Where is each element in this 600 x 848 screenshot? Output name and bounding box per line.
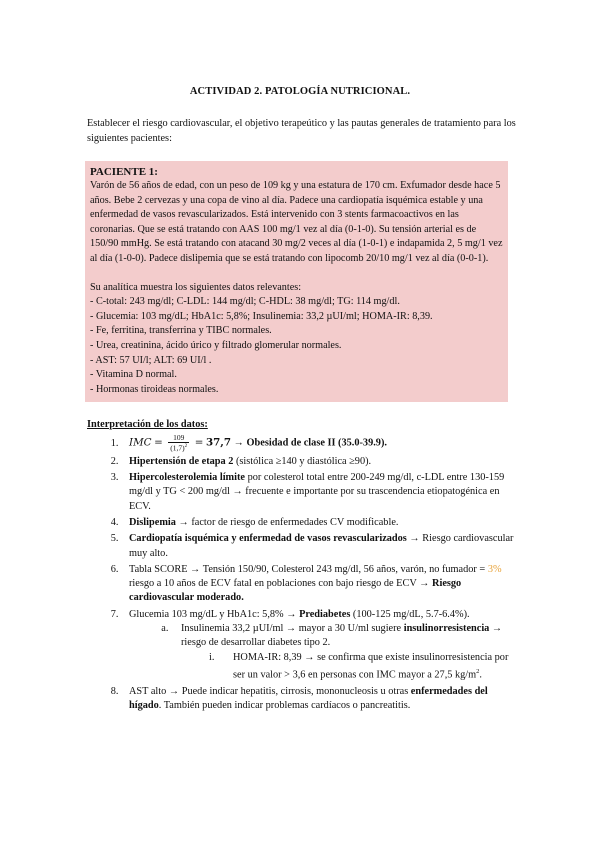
interpretation-section [87,418,517,715]
list-item-cardiopathy: 5. Cardiopatía isquémica y enfermedad de vasos revascularizados → Riesgo cardiovascular muy alto. [121,532,517,561]
list-item-insulinemia: a. Insulinemia 33,2 µUI/ml → mayor a 30 U/ml sugiere insulinorresistencia → riesgo de desarrollar diabetes tipo 2. i. HOMA-IR: 8,39 → se confirma que existe insulinorresistencia por ser un valor > 3,6 en personas con IMC mayor a 27,5 $kg/m^2$. [171,622,517,683]
patient-description: Varón de 56 años de edad, con un peso de 109 kg y una estatura de 170 cm. Exfumador desde hace 5 años. Bebe 2 cervezas y una copa de vino al día. Padece una cardiopatía isquémica estable y una enfermedad de vasos revascularizados. Está intervenido con 3 stents farmacoactivos en las coronarias. Que se está tratando con AAS 100 mg/1 vez al día (0-1-0). Su tensión arterial es de 150/90 mmHg. Se está tratando con atacand 30 mg/2 veces al día (1-0-1) e indapamida 2, 5 mg/1 vez al día (1-0-0). Padece dislipemia que se está tratando con lipocomb 20/10 mg/1 vez al día (0-0-1). [90,180,503,264]
analytics-line: - C-total: 243 mg/dl; C-LDL: 144 mg/dl; C-HDL: 38 mg/dl; TG: 114 mg/dl. [90,296,400,308]
analytics-line: - Fe, ferritina, transferrina y TIBC normales. [90,325,272,337]
patient-label: PACIENTE 1: [90,166,158,178]
list-item-hypertension: 2. Hipertensión de etapa 2 (sistólica ≥140 y diastólica ≥90). [121,455,517,469]
sub-list [129,622,517,683]
list-item-hypercholesterolemia: 3. Hipercolesterolemia límite por colesterol total entre 200-249 mg/dl, c-LDL entre 130-159 mg/dl y TG < 200 mg/dl → frecuente e importante por su trascendencia etiopatogénica en ECV. [121,471,517,514]
list-item-dyslipidemia: 4. Dislipemia → factor de riesgo de enfermedades CV modificable. [121,516,517,530]
list-item-score: 6. Tabla SCORE → Tensión 150/90, Colesterol 243 mg/dl, 56 años, varón, no fumador = 3% riesgo a 10 años de ECV fatal en poblaciones con bajo riesgo de ECV → Riesgo cardiovascular moderado. [121,563,517,606]
analytics-intro: Su analítica muestra los siguientes datos relevantes: [90,281,302,293]
intro-paragraph: Establecer el riesgo cardiovascular, el objetivo terapeútico y las pautas generales de tratamiento para los siguientes pacientes: [87,118,516,144]
interpretation-heading: Interpretación de los datos: [87,419,208,430]
imc-fraction: $\frac{109}{(1,7)^2}$ [170,433,188,453]
list-item-prediabetes: 7. Glucemia 103 mg/dL y HbA1c: 5,8% → Prediabetes (100-125 mg/dL, 5.7-6.4%). a. Insulinemia 33,2 µUI/ml → mayor a 30 U/ml sugiere insulinorresistencia → riesgo de desarrollar diabetes tipo 2. i. HOMA-IR: 8,39 → se confirma que existe insulinorresistencia por ser un valor > 3,6 en personas con IMC mayor a 27,5 $kg/m^2$. [121,608,517,683]
sub-sub-list [181,651,517,683]
analytics-line: - Vitamina D normal. [90,369,177,381]
analytics-line: - AST: 57 UI/l; ALT: 69 UI/l . [90,354,212,366]
list-item-imc: 1. IMC = $\frac{109}{(1,7)^2}$ = 37,7 → Obesidad de clase II (35.0-39.9). [121,434,517,453]
patient-case-box [85,161,508,402]
analytics-line: - Glucemia: 103 mg/dL; HbA1c: 5,8%; Insulinemia: 33,2 µUI/ml; HOMA-IR: 8,39. [90,310,433,322]
list-item-ast: 8. AST alto → Puede indicar hepatitis, cirrosis, mononucleosis u otras enfermedades del hígado. También pueden indicar problemas cardíacos o pancreatitis. [121,685,517,714]
page-title: ACTIVIDAD 2. PATOLOGÍA NUTRICIONAL. [189,86,411,97]
score-percentage: 3% [487,563,502,575]
list-item-homa: i. HOMA-IR: 8,39 → se confirma que existe insulinorresistencia por ser un valor > 3,6 en personas con IMC mayor a 27,5 $kg/m^2$. [217,651,517,683]
analytics-line: - Urea, creatinina, ácido úrico y filtrado glomerular normales. [90,339,342,351]
interpretation-list [87,434,517,713]
analytics-line: - Hormonas tiroideas normales. [90,383,219,395]
